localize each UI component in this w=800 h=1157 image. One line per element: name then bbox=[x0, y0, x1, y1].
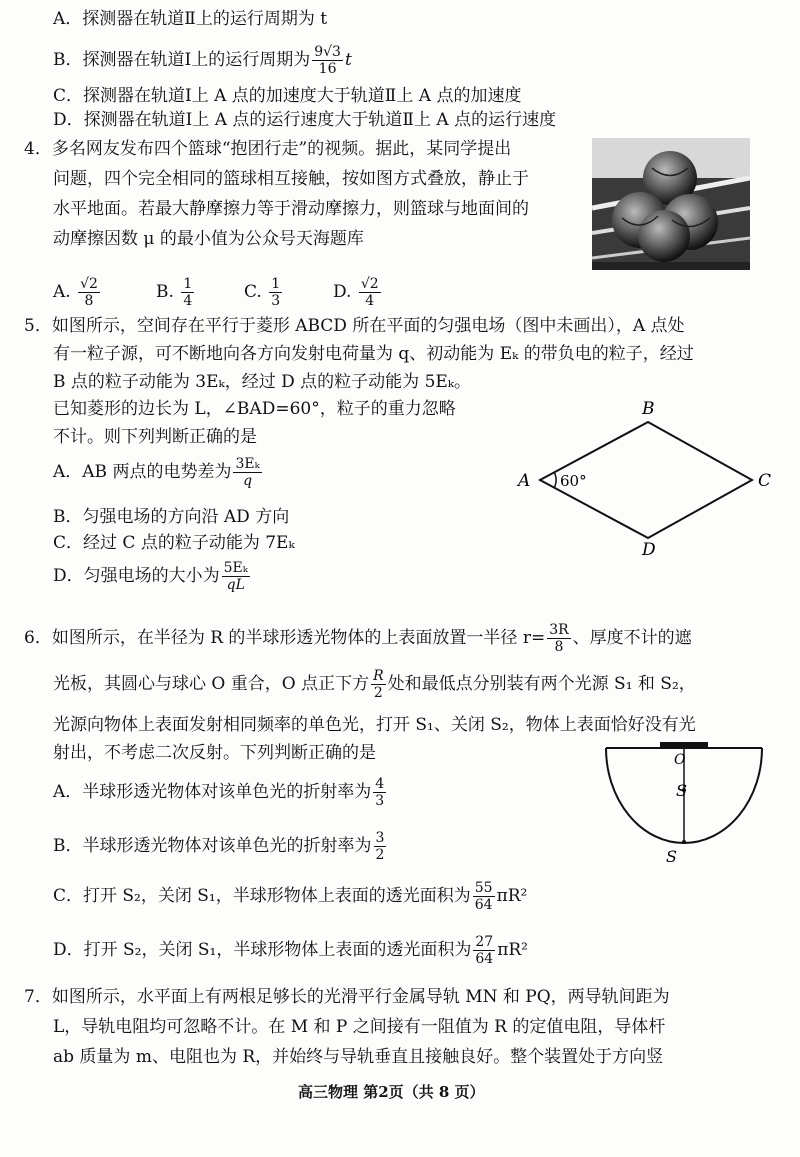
q4-option-a: A. $\frac{√2}{8}$ bbox=[53, 276, 98, 309]
q6-option-d: D．打开 S₂，关闭 S₁，半球形物体上表面的透光面积为 $\frac{27}{64}$ πR² bbox=[53, 934, 528, 967]
q6-stem-line2: 光板，其圆心与球心 O 重合，O 点正下方 $\frac{R}{2}$ 处和最低点分别装有两个光源 S₁ 和 S₂， bbox=[53, 668, 696, 701]
vertex-a-label: A bbox=[518, 471, 531, 491]
q7-stem-line1: 7．如图所示，水平面上有两根足够长的光滑平行金属导轨 MN 和 PQ，两导轨间距为 bbox=[24, 987, 670, 1007]
q5-stem-line3: B 点的粒子动能为 3Eₖ，经过 D 点的粒子动能为 5Eₖ。 bbox=[53, 372, 471, 392]
q4-stem-line4: 动摩擦因数 μ 的最小值为公众号天海题库 bbox=[53, 229, 364, 249]
q3-option-c: C．探测器在轨道Ⅰ上 A 点的加速度大于轨道Ⅱ上 A 点的加速度 bbox=[53, 86, 522, 106]
source-s1-label: S bbox=[676, 781, 687, 800]
q7-stem-line3: ab 质量为 m、电阻也为 R，并始终与导轨垂直且接触良好。整个装置处于方向竖 bbox=[53, 1047, 664, 1067]
center-o-label: O bbox=[674, 752, 686, 768]
light-shield-plate bbox=[660, 742, 708, 748]
angle-arc bbox=[554, 472, 556, 488]
q5-option-a: A．AB 两点的电势差为 $\frac{\text{3Eₖ}}{q}$ bbox=[53, 456, 260, 489]
vertex-c-label: C bbox=[758, 471, 772, 491]
q5-stem-line4: 已知菱形的边长为 L，∠BAD=60°，粒子的重力忽略 bbox=[53, 399, 456, 419]
q3-option-d: D．探测器在轨道Ⅰ上 A 点的运行速度大于轨道Ⅱ上 A 点的运行速度 bbox=[53, 110, 557, 130]
q4-stem-line2: 问题，四个完全相同的篮球相互接触，按如图方式叠放，静止于 bbox=[53, 169, 529, 189]
vertex-b-label: B bbox=[642, 400, 655, 419]
q4-options bbox=[53, 262, 453, 312]
q5-option-c: C．经过 C 点的粒子动能为 7Eₖ bbox=[53, 533, 295, 553]
q6-option-a: A．半球形透光物体对该单色光的折射率为 $\frac{4}{3}$ bbox=[53, 776, 385, 809]
q5-stem-line2: 有一粒子源，可不断地向各方向发射电荷量为 q、初动能为 Eₖ 的带负电的粒子，经过 bbox=[53, 344, 694, 364]
q7-stem-line2: L，导轨电阻均可忽略不计。在 M 和 P 之间接有一阻值为 R 的定值电阻，导体杆 bbox=[53, 1017, 666, 1037]
q4-stem-line1: 4．多名网友发布四个篮球“抱团行走”的视频。据此，某同学提出 bbox=[24, 139, 512, 159]
q6-option-c: C．打开 S₂，关闭 S₁，半球形物体上表面的透光面积为 $\frac{55}{64}$ πR² bbox=[53, 880, 528, 913]
q6-stem-line3: 光源向物体上表面发射相同频率的单色光，打开 S₁、关闭 S₂，物体上表面恰好没有光 bbox=[53, 715, 696, 735]
q4-option-b: B. $\frac{1}{4}$ bbox=[156, 276, 193, 309]
vertex-d-label: D bbox=[642, 540, 656, 560]
q6-stem-line1: 6．如图所示，在半径为 R 的半球形透光物体的上表面放置一半径 r= $\frac{3R}{8}$ 、厚度不计的遮 bbox=[24, 622, 692, 655]
source-s2-label: S bbox=[666, 847, 677, 866]
rhombus-figure bbox=[510, 400, 780, 560]
q5-stem-line1: 5．如图所示，空间存在平行于菱形 ABCD 所在平面的匀强电场（图中未画出），A 点处 bbox=[24, 316, 685, 336]
q4-option-c: C. $\frac{1}{3}$ bbox=[244, 276, 281, 309]
q4-stem-line3: 水平地面。若最大静摩擦力等于滑动摩擦力，则篮球与地面间的 bbox=[53, 199, 529, 219]
source-s2-dot bbox=[682, 840, 686, 844]
q4-option-d: D. $\frac{√2}{4}$ bbox=[333, 276, 379, 309]
page-footer: 高三物理 第2页（共 8 页） bbox=[298, 1083, 485, 1101]
basketball-photo bbox=[592, 138, 750, 270]
q3-option-a: A．探测器在轨道Ⅱ上的运行周期为 t bbox=[53, 9, 328, 29]
q5-option-b: B．匀强电场的方向沿 AD 方向 bbox=[53, 507, 290, 527]
basketball-illustration bbox=[592, 138, 750, 270]
q6-stem-line4: 射出，不考虑二次反射。下列判断正确的是 bbox=[53, 743, 376, 763]
q5-option-d: D．匀强电场的大小为 $\frac{\text{5Eₖ}}{qL}$ bbox=[53, 560, 248, 593]
q3-option-b: B．探测器在轨道Ⅰ上的运行周期为 $\frac{9√3}{16}$ t bbox=[53, 44, 352, 77]
hemisphere-figure bbox=[600, 738, 770, 868]
q5-stem-line5: 不计。则下列判断正确的是 bbox=[53, 427, 257, 447]
q6-option-b: B．半球形透光物体对该单色光的折射率为 $\frac{3}{2}$ bbox=[53, 830, 385, 863]
angle-label: 60° bbox=[560, 472, 587, 490]
